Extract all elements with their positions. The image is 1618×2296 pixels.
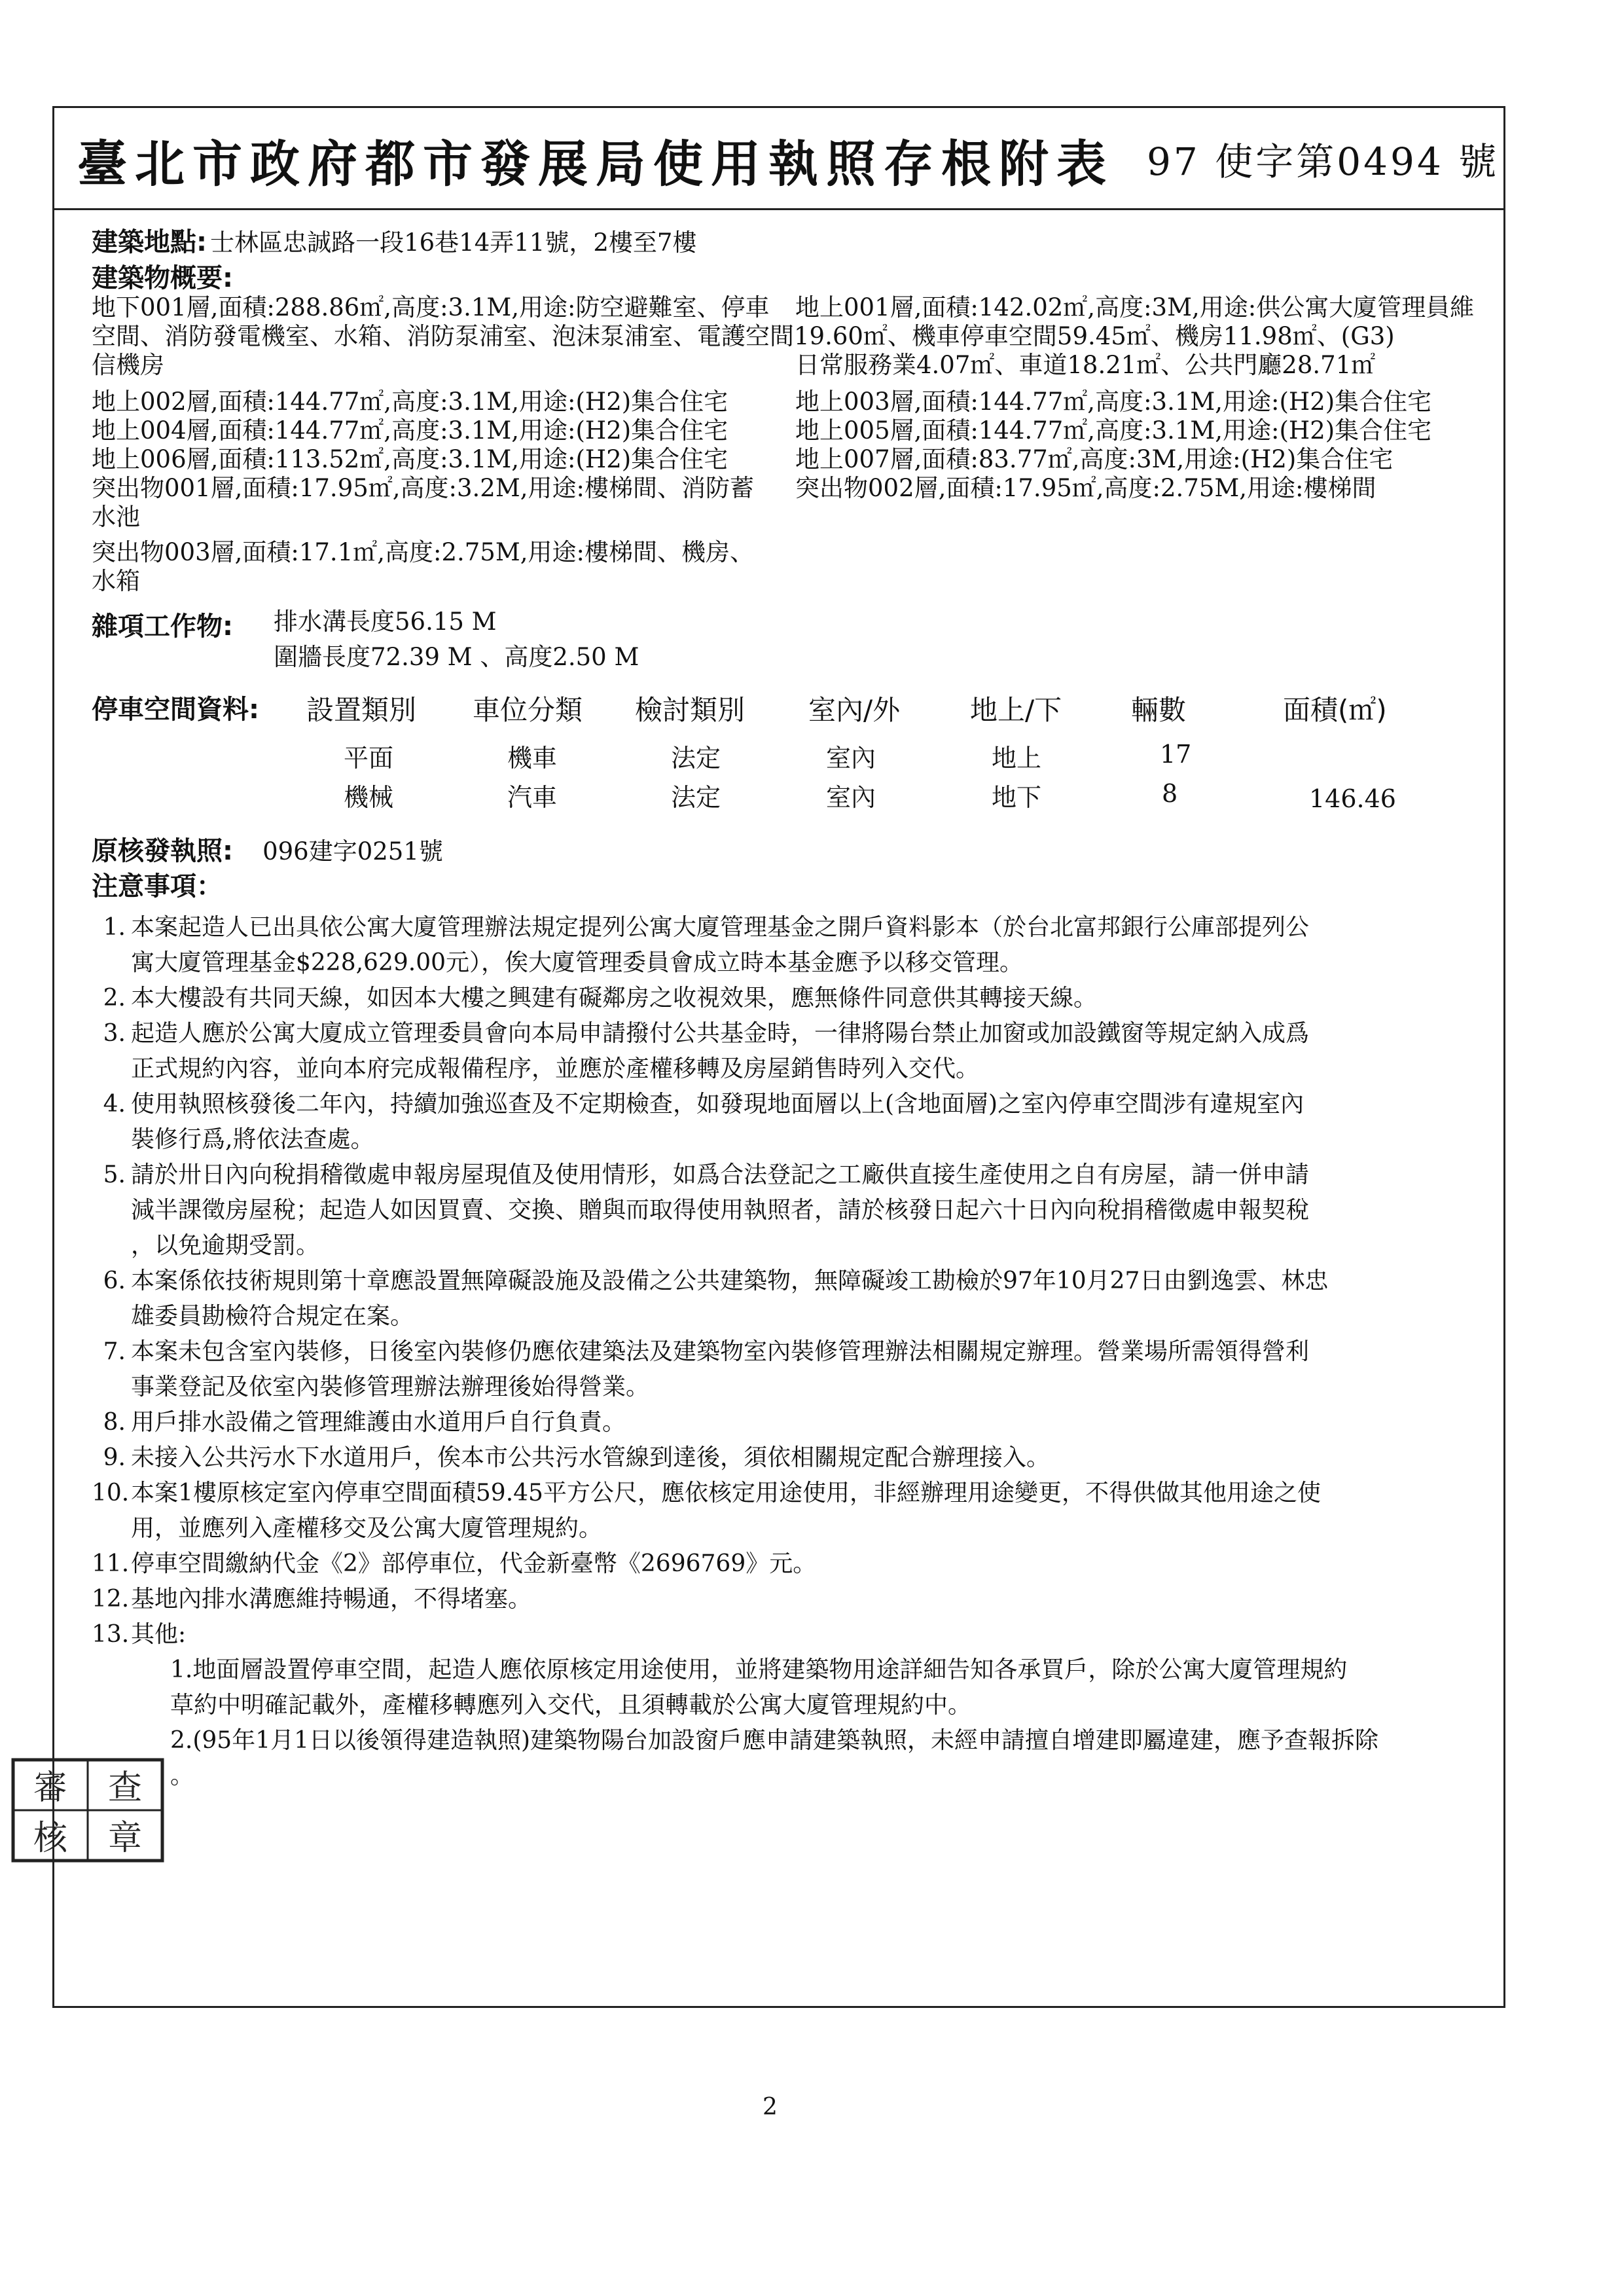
misc-works-label: 雜項工作物: bbox=[92, 611, 233, 642]
overview-line: 地上002層,面積:144.77㎡,高度:3.1M,用途:(H2)集合住宅 bbox=[92, 388, 728, 416]
note-number: 11. bbox=[92, 1550, 130, 1577]
note-line: 用，並應列入產權移交及公寓大廈管理規約。 bbox=[131, 1515, 603, 1542]
overview-line: 突出物003層,面積:17.1㎡,高度:2.75M,用途:樓梯間、機房、 bbox=[92, 538, 754, 566]
overview-line: 地上004層,面積:144.77㎡,高度:3.1M,用途:(H2)集合住宅 bbox=[92, 416, 728, 445]
note-line: 起造人應於公寓大廈成立管理委員會向本局申請撥付公共基金時，一律將陽台禁止加窗或加設鐵窗等規定納入成爲 bbox=[131, 1020, 1310, 1047]
note-13-sub-line: 。 bbox=[170, 1762, 194, 1789]
note-number: 3. bbox=[103, 1020, 126, 1047]
note-item bbox=[92, 1016, 1499, 1087]
parking-cell: 室內 bbox=[826, 783, 876, 812]
note-line: 未接入公共污水下水道用戶，俟本市公共污水管線到達後，須依相關規定配合辦理接入。 bbox=[131, 1444, 1051, 1471]
note-number: 7. bbox=[103, 1338, 126, 1365]
parking-label: 停車空間資料: bbox=[92, 695, 259, 725]
permit-number: 97 使字第0494 號 bbox=[1147, 139, 1500, 184]
note-line: 雄委員勘檢符合規定在案。 bbox=[131, 1303, 414, 1330]
note-13-sub-line: 2.(95年1月1日以後領得建造執照)建築物陽台加設窗戶應申請建築執照，未經申請擅自增建即屬違建，應予查報拆除 bbox=[170, 1727, 1379, 1754]
parking-header: 車位分類 bbox=[473, 694, 583, 726]
overview-line: 地上001層,面積:142.02㎡,高度:3M,用途:供公寓大廈管理員維 bbox=[795, 293, 1475, 321]
overview-line: 地上005層,面積:144.77㎡,高度:3.1M,用途:(H2)集合住宅 bbox=[795, 416, 1432, 445]
note-number: 8. bbox=[103, 1409, 126, 1436]
note-number: 6. bbox=[103, 1267, 126, 1294]
overview-right-column bbox=[795, 293, 1474, 503]
parking-cell: 地下 bbox=[992, 783, 1042, 812]
parking-cell: 地上 bbox=[992, 744, 1042, 773]
parking-cell: 機車 bbox=[507, 744, 558, 773]
overview-line: 日常服務業4.07㎡、車道18.21㎡、公共門廳28.71㎡ bbox=[795, 351, 1376, 379]
site-label: 建築地點: bbox=[92, 227, 207, 257]
site-value: 士林區忠誠路一段16巷14弄11號，2樓至7樓 bbox=[210, 228, 697, 257]
note-line: 減半課徵房屋稅；起造人如因買賣、交換、贈與而取得使用執照者，請於核發日起六十日內向稅捐稽徵處申報契稅 bbox=[131, 1197, 1310, 1224]
overview-line: 水池 bbox=[92, 503, 140, 531]
parking-header: 輛數 bbox=[1131, 694, 1187, 726]
notes-label: 注意事項： bbox=[92, 871, 223, 902]
overview-line: 突出物002層,面積:17.95㎡,高度:2.75M,用途:樓梯間 bbox=[795, 474, 1376, 502]
note-number: 10. bbox=[92, 1480, 130, 1506]
overview-line: 地下001層,面積:288.86㎡,高度:3.1M,用途:防空避難室、停車 bbox=[92, 293, 770, 321]
note-line: 基地內排水溝應維持暢通，不得堵塞。 bbox=[131, 1586, 532, 1613]
note-number: 5. bbox=[103, 1161, 126, 1188]
note-item bbox=[92, 981, 1499, 1016]
note-line: 用戶排水設備之管理維護由水道用戶自行負責。 bbox=[131, 1409, 626, 1436]
official-seal bbox=[9, 1755, 166, 1866]
parking-cell: 法定 bbox=[671, 744, 721, 773]
note-line: 使用執照核發後二年內，持續加強巡查及不定期檢查，如發現地面層以上(含地面層)之室內停車空間涉有違規室內 bbox=[131, 1091, 1304, 1118]
note-item bbox=[92, 1546, 1499, 1582]
note-line: 事業登記及依室內裝修管理辦法辦理後始得營業。 bbox=[131, 1374, 650, 1400]
parking-header: 室內/外 bbox=[808, 694, 901, 726]
svg-text:核: 核 bbox=[33, 1819, 68, 1858]
note-line: 裝修行爲,將依法查處。 bbox=[131, 1126, 374, 1153]
parking-cell: 8 bbox=[1162, 779, 1178, 808]
overview-spacer bbox=[795, 322, 1474, 351]
original-permit-row bbox=[92, 830, 443, 867]
parking-cell: 室內 bbox=[826, 744, 876, 773]
parking-cell: 146.46 bbox=[1309, 784, 1396, 813]
note-item bbox=[92, 1087, 1499, 1157]
note-item bbox=[92, 1476, 1499, 1546]
parking-header: 地上/下 bbox=[970, 694, 1062, 726]
note-line: 本案起造人已出具依公寓大廈管理辦法規定提列公寓大廈管理基金之開戶資料影本（於台北富邦銀行公庫部提列公 bbox=[131, 914, 1310, 941]
overview-label: 建築物概要: bbox=[92, 263, 233, 293]
overview-line: 水箱 bbox=[92, 567, 140, 595]
note-13-sub-line: 1.地面層設置停車空間，起造人應依原核定用途使用，並將建築物用途詳細告知各承買戶，除於公寓大廈管理規約 bbox=[170, 1656, 1348, 1683]
note-number: 13. bbox=[92, 1621, 130, 1648]
parking-cell: 機械 bbox=[344, 783, 394, 812]
note-line: 本案係依技術規則第十章應設置無障礙設施及設備之公共建築物，無障礙竣工勘檢於97年10月27日由劉逸雲、林忠 bbox=[131, 1267, 1329, 1294]
note-line: 請於卅日內向稅捐稽徵處申報房屋現值及使用情形，如爲合法登記之工廠供直接生產使用之自有房屋，請一併申請 bbox=[131, 1161, 1310, 1188]
misc-works-line: 排水溝長度56.15 M bbox=[274, 608, 497, 636]
svg-text:章: 章 bbox=[107, 1819, 143, 1858]
note-line: 寓大廈管理基金$228,629.00元），俟大廈管理委員會成立時本基金應予以移交管理。 bbox=[131, 949, 1024, 976]
svg-text:審: 審 bbox=[33, 1768, 68, 1808]
note-line: 其他: bbox=[131, 1621, 187, 1648]
overview-line: 地上003層,面積:144.77㎡,高度:3.1M,用途:(H2)集合住宅 bbox=[795, 388, 1432, 416]
note-item bbox=[92, 910, 1499, 981]
parking-cell: 平面 bbox=[344, 744, 394, 773]
note-13-sub-line: 草約中明確記載外，產權移轉應列入交代，且須轉載於公寓大廈管理規約中。 bbox=[170, 1692, 972, 1719]
parking-cell: 17 bbox=[1160, 740, 1192, 769]
svg-text:查: 查 bbox=[107, 1768, 143, 1808]
note-item bbox=[92, 1405, 1499, 1440]
note-line: ，以免逾期受罰。 bbox=[131, 1232, 320, 1259]
parking-header: 檢討類別 bbox=[635, 694, 746, 726]
notes-list bbox=[92, 910, 1499, 1794]
site-row bbox=[92, 221, 696, 259]
title-divider bbox=[52, 208, 1505, 210]
parking-header: 面積(㎡) bbox=[1283, 694, 1387, 726]
note-item bbox=[92, 1582, 1499, 1617]
page-number: 2 bbox=[763, 2094, 778, 2121]
note-line: 正式規約內容，並向本府完成報備程序，並應於產權移轉及房屋銷售時列入交代。 bbox=[131, 1055, 980, 1082]
note-item bbox=[92, 1440, 1499, 1476]
overview-line: 信機房 bbox=[92, 351, 164, 379]
note-number: 12. bbox=[92, 1586, 130, 1613]
misc-works-line: 圍牆長度72.39 M 、高度2.50 M bbox=[274, 643, 639, 671]
parking-cell: 汽車 bbox=[507, 783, 558, 812]
overview-line: 空間、消防發電機室、水箱、消防泵浦室、泡沫泵浦室、電護空間19.60㎡、機車停車空間59.45㎡、機房11.98㎡、(G3) bbox=[92, 322, 1395, 350]
original-permit-value: 096建字0251號 bbox=[262, 837, 443, 866]
original-permit-label: 原核發執照: bbox=[92, 836, 233, 866]
note-number: 2. bbox=[103, 985, 126, 1011]
note-item bbox=[92, 1157, 1499, 1264]
note-line: 本案未包含室內裝修，日後室內裝修仍應依建築法及建築物室內裝修管理辦法相關規定辦理。營業場所需領得營利 bbox=[131, 1338, 1310, 1365]
note-line: 本案1樓原核定室內停車空間面積59.45平方公尺，應依核定用途使用，非經辦理用途變更，不得供做其他用途之使 bbox=[131, 1480, 1321, 1506]
note-item bbox=[92, 1264, 1499, 1334]
note-number: 9. bbox=[103, 1444, 126, 1471]
note-line: 停車空間繳納代金《2》部停車位，代金新臺幣《2696769》元。 bbox=[131, 1550, 817, 1577]
note-number: 4. bbox=[103, 1091, 126, 1118]
overview-line: 地上007層,面積:83.77㎡,高度:3M,用途:(H2)集合住宅 bbox=[795, 445, 1393, 473]
overview-line: 突出物001層,面積:17.95㎡,高度:3.2M,用途:樓梯間、消防蓄 bbox=[92, 474, 754, 502]
overview-line: 地上006層,面積:113.52㎡,高度:3.1M,用途:(H2)集合住宅 bbox=[92, 445, 728, 473]
note-number: 1. bbox=[103, 914, 126, 941]
note-item bbox=[92, 1334, 1499, 1405]
note-item bbox=[92, 1617, 1499, 1652]
note-line: 本大樓設有共同天線，如因本大樓之興建有礙鄰房之收視效果，應無條件同意供其轉接天線。 bbox=[131, 985, 1098, 1011]
parking-cell: 法定 bbox=[671, 783, 721, 812]
parking-header: 設置類別 bbox=[306, 694, 417, 726]
document-title: 臺北市政府都市發展局使用執照存根附表 bbox=[77, 135, 1114, 193]
